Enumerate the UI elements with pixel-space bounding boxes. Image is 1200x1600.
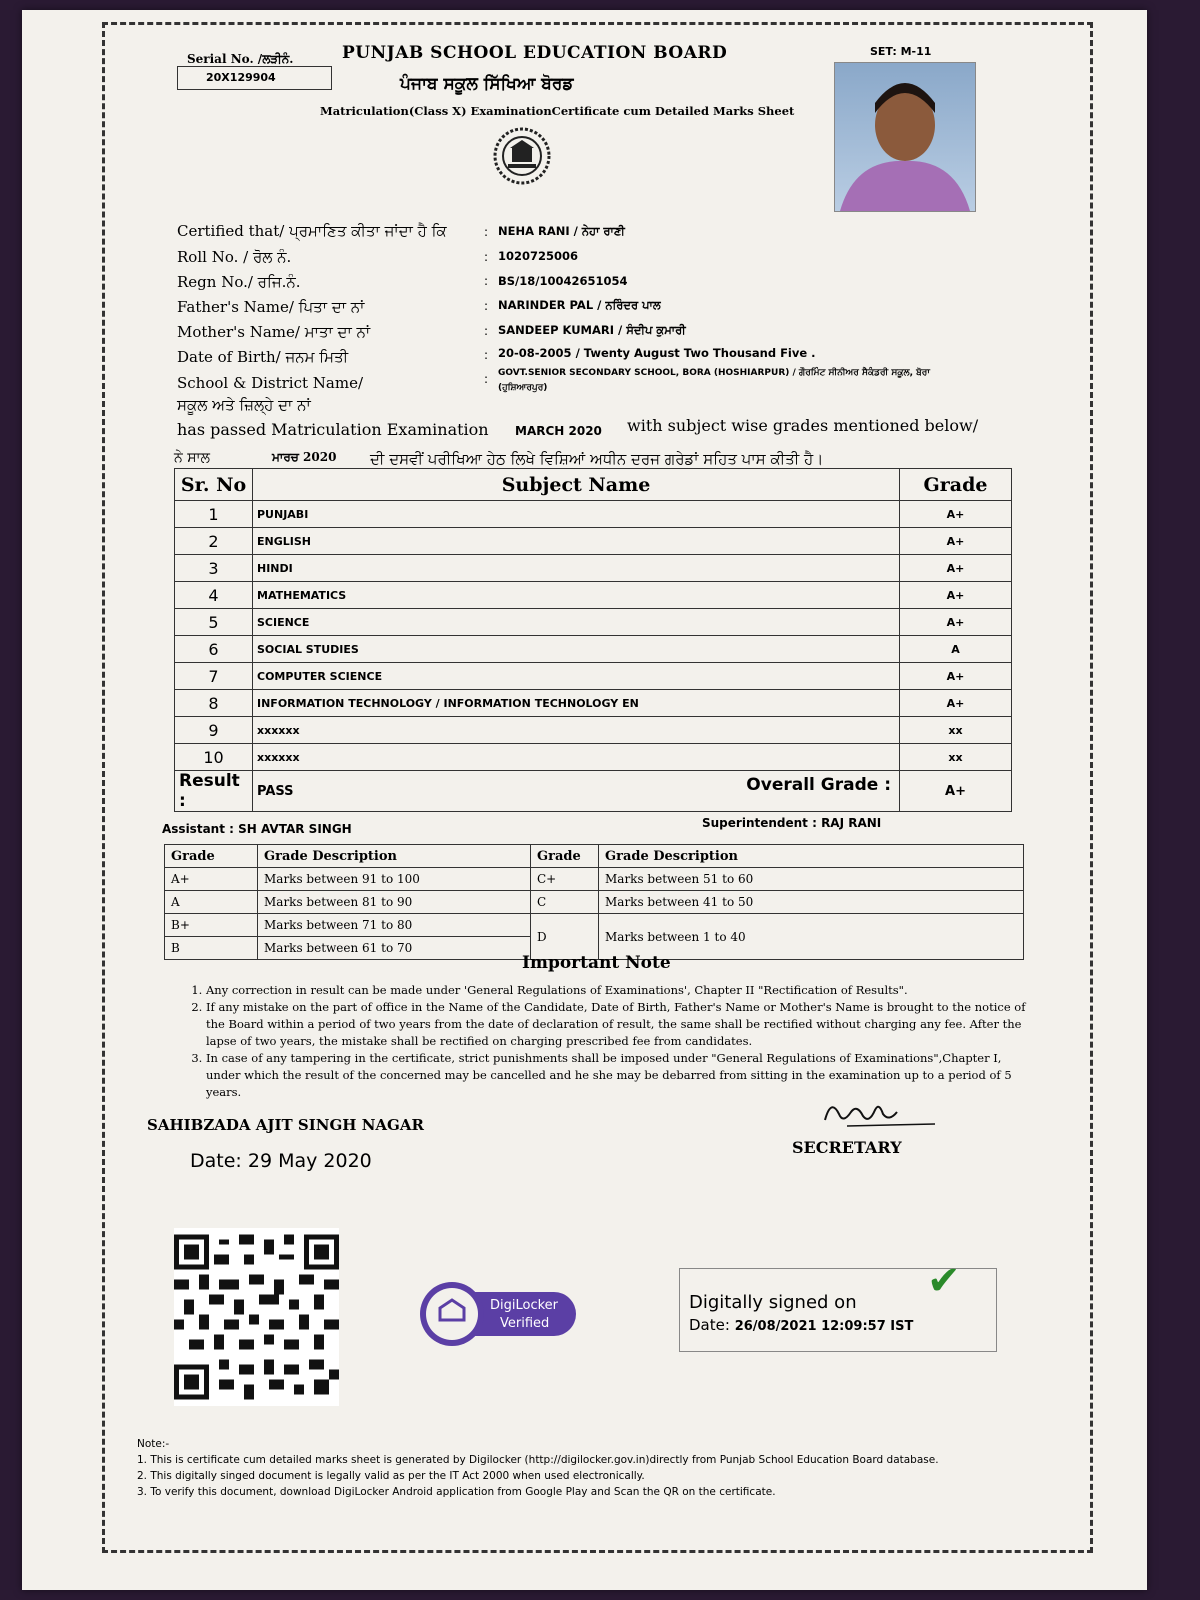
scale-grade: C+ — [531, 868, 599, 891]
certificate-sheet — [22, 10, 1147, 1590]
subject-grade: A+ — [900, 528, 1012, 555]
result-value: PASS — [257, 783, 294, 799]
scale-header-grade-2: Grade — [531, 845, 599, 868]
qr-code-icon — [174, 1228, 339, 1406]
important-notes — [182, 982, 1032, 1101]
table-row — [175, 528, 1012, 555]
important-note-title: Important Note — [522, 953, 671, 973]
sr-no: 3 — [175, 555, 253, 582]
colon: : — [484, 250, 489, 264]
overall-grade: A+ — [900, 771, 1012, 812]
board-name: PUNJAB SCHOOL EDUCATION BOARD — [342, 43, 728, 63]
subject-grade: A+ — [900, 582, 1012, 609]
candidate-name: NEHA RANI / ਨੇਹਾ ਰਾਣੀ — [498, 224, 625, 238]
sr-no: 6 — [175, 636, 253, 663]
scale-desc: Marks between 51 to 60 — [599, 868, 1024, 891]
mother-name: SANDEEP KUMARI / ਸੰਦੀਪ ਕੁਮਾਰੀ — [498, 323, 686, 337]
sr-no: 9 — [175, 717, 253, 744]
footer-notes — [137, 1436, 1057, 1500]
exam-session: MARCH 2020 — [515, 424, 602, 438]
dsign-date: 26/08/2021 12:09:57 IST — [734, 1319, 914, 1334]
digitally-signed-date-row — [689, 1316, 913, 1334]
school-name: GOVT.SENIOR SECONDARY SCHOOL, BORA (HOSHIARPUR) / ਗੌਰਮਿੰਟ ਸੀਨੀਅਰ ਸੈਕੰਡਰੀ ਸਕੂਲ, ਬੋਰਾ — [498, 368, 930, 378]
scale-desc: Marks between 1 to 40 — [599, 914, 1024, 960]
sr-no: 4 — [175, 582, 253, 609]
digilocker-verified-label: Verified — [500, 1316, 550, 1331]
secretary-title: SECRETARY — [792, 1138, 902, 1157]
table-row — [175, 609, 1012, 636]
set-code: SET: M-11 — [870, 45, 932, 58]
subject-name: ENGLISH — [253, 528, 900, 555]
subject-name: PUNJABI — [253, 501, 900, 528]
subject-grade: A — [900, 636, 1012, 663]
overall-grade-label: Overall Grade : — [746, 775, 891, 795]
subjects-table — [174, 468, 1012, 812]
colon: : — [484, 274, 489, 288]
scale-header-desc-2: Grade Description — [599, 845, 1024, 868]
subject-grade: xx — [900, 744, 1012, 771]
subject-grade: A+ — [900, 690, 1012, 717]
scale-grade: B+ — [165, 914, 258, 937]
scale-desc: Marks between 71 to 80 — [258, 914, 531, 937]
scale-desc: Marks between 41 to 50 — [599, 891, 1024, 914]
sr-no: 5 — [175, 609, 253, 636]
table-row — [175, 663, 1012, 690]
punjabi-passed-text: ਦੀ ਦਸਵੀਂ ਪਰੀਖਿਆ ਹੇਠ ਲਿਖੇ ਵਿਸ਼ਿਆਂ ਅਧੀਨ ਦਰਜ ਗਰੇਡਾਂ ਸਹਿਤ ਪਾਸ ਕੀਤੀ ਹੈ। — [370, 450, 824, 468]
colon: : — [484, 299, 489, 313]
table-row — [175, 501, 1012, 528]
table-row — [165, 868, 1024, 891]
sr-no: 10 — [175, 744, 253, 771]
note-item: 1. Any correction in result can be made under 'General Regulations of Examinations', Chapter II "Rectification of Results". — [206, 982, 1032, 999]
table-row — [175, 555, 1012, 582]
table-row — [165, 914, 1024, 937]
scale-desc: Marks between 91 to 100 — [258, 868, 531, 891]
school-label: School & District Name/ — [177, 374, 364, 392]
certificate-subtitle: Matriculation(Class X) ExaminationCertificate cum Detailed Marks Sheet — [320, 104, 795, 118]
colon: : — [484, 225, 489, 239]
scale-desc: Marks between 81 to 90 — [258, 891, 531, 914]
subject-grade: xx — [900, 717, 1012, 744]
digilocker-label: DigiLocker — [490, 1298, 559, 1313]
roll-number: 1020725006 — [498, 249, 579, 263]
grades-below-text: with subject wise grades mentioned below/ — [627, 416, 979, 435]
scale-header-grade: Grade — [165, 845, 258, 868]
scale-grade: A — [165, 891, 258, 914]
footer-note: 2. This digitally singed document is legally valid as per the IT Act 2000 when used electronically. — [137, 1470, 645, 1482]
digitally-signed-label: Digitally signed on — [689, 1292, 857, 1313]
scale-desc: Marks between 61 to 70 — [258, 937, 531, 960]
scale-grade: C — [531, 891, 599, 914]
subject-name: MATHEMATICS — [253, 582, 900, 609]
table-row — [175, 744, 1012, 771]
sr-no: 7 — [175, 663, 253, 690]
subject-grade: A+ — [900, 501, 1012, 528]
note-item: 3. In case of any tampering in the certificate, strict punishments shall be imposed under "General Regulations of Examinations",Chapter I, under which the result of the concerned may be cancelled and he she may be debarred from sitting in the examination up to a period of 5 years. — [206, 1050, 1032, 1101]
sr-no: 1 — [175, 501, 253, 528]
dob-label: Date of Birth/ ਜਨਮ ਮਿਤੀ — [177, 348, 349, 366]
date-of-birth: 20-08-2005 / Twenty August Two Thousand Five . — [498, 346, 816, 360]
grade-scale-header — [165, 845, 1024, 868]
grade-scale-table — [164, 844, 1024, 960]
subject-grade: A+ — [900, 555, 1012, 582]
passed-text: has passed Matriculation Examination — [177, 420, 489, 439]
table-row — [165, 891, 1024, 914]
table-row — [175, 636, 1012, 663]
footer-note: 1. This is certificate cum detailed marks sheet is generated by Digilocker (http://digilocker.gov.in)directly from Punjab School Education Board database. — [137, 1454, 939, 1466]
scale-grade: D — [531, 914, 599, 960]
table-row — [175, 717, 1012, 744]
table-header-row — [175, 469, 1012, 501]
board-emblem-icon — [488, 126, 556, 186]
colon: : — [484, 324, 489, 338]
footer-notes-title: Note:- — [137, 1438, 170, 1450]
superintendent-name: Superintendent : RAJ RANI — [702, 816, 882, 830]
sr-no: 2 — [175, 528, 253, 555]
colon: : — [484, 372, 489, 386]
result-cell — [253, 771, 900, 812]
subject-name: COMPUTER SCIENCE — [253, 663, 900, 690]
scale-grade: B — [165, 937, 258, 960]
subject-grade: A+ — [900, 609, 1012, 636]
subject-name: HINDI — [253, 555, 900, 582]
issue-date: Date: 29 May 2020 — [190, 1150, 372, 1172]
mother-label: Mother's Name/ ਮਾਤਾ ਦਾ ਨਾਂ — [177, 323, 371, 341]
school-label-punjabi: ਸਕੂਲ ਅਤੇ ਜ਼ਿਲ੍ਹੇ ਦਾ ਨਾਂ — [177, 396, 311, 414]
serial-label: Serial No. /ਲੜੀਨੰ. — [187, 52, 294, 66]
secretary-signature — [817, 1090, 937, 1134]
candidate-photo — [834, 62, 976, 212]
school-district: (ਹੁਸ਼ਿਆਰਪੁਰ) — [498, 383, 548, 393]
father-name: NARINDER PAL / ਨਰਿੰਦਰ ਪਾਲ — [498, 298, 661, 312]
roll-label: Roll No. / ਰੋਲ ਨੰ. — [177, 248, 292, 266]
punjabi-exam-session: ਮਾਰਚ 2020 — [272, 450, 337, 464]
header-grade: Grade — [900, 469, 1012, 501]
scale-grade: A+ — [165, 868, 258, 891]
table-row — [175, 582, 1012, 609]
header-sr-no: Sr. No — [175, 469, 253, 501]
note-item: 2. If any mistake on the part of office in the Name of the Candidate, Date of Birth, Father's Name or Mother's Name is brought to the notice of the Board within a period of two years from the date of declaration of result, the same shall be rectified without charging any fee. After the lapse of two years, the mistake shall be rectified on charging prescribed fee from candidates. — [206, 999, 1032, 1050]
subject-name: INFORMATION TECHNOLOGY / INFORMATION TECHNOLOGY EN — [253, 690, 900, 717]
result-label: Result : — [175, 771, 253, 812]
dsign-date-label: Date: — [689, 1316, 730, 1334]
issue-place: SAHIBZADA AJIT SINGH NAGAR — [147, 1116, 424, 1134]
regn-number: BS/18/10042651054 — [498, 274, 628, 288]
subject-name: SOCIAL STUDIES — [253, 636, 900, 663]
table-row — [175, 690, 1012, 717]
subject-grade: A+ — [900, 663, 1012, 690]
subject-name: SCIENCE — [253, 609, 900, 636]
assistant-name: Assistant : SH AVTAR SINGH — [162, 822, 352, 836]
subject-name: xxxxxx — [253, 717, 900, 744]
header-subject-name: Subject Name — [253, 469, 900, 501]
checkmark-icon: ✔ — [927, 1258, 961, 1304]
serial-number: 20X129904 — [177, 66, 332, 90]
digilocker-verified-badge — [418, 1278, 578, 1348]
sr-no: 8 — [175, 690, 253, 717]
footer-note: 3. To verify this document, download DigiLocker Android application from Google Play and Scan the QR on the certificate. — [137, 1486, 776, 1498]
father-label: Father's Name/ ਪਿਤਾ ਦਾ ਨਾਂ — [177, 298, 365, 316]
scale-header-desc: Grade Description — [258, 845, 531, 868]
board-name-punjabi: ਪੰਜਾਬ ਸਕੂਲ ਸਿੱਖਿਆ ਬੋਰਡ — [400, 74, 574, 94]
punjabi-prefix: ਨੇ ਸਾਲ — [174, 450, 210, 466]
subject-name: xxxxxx — [253, 744, 900, 771]
regn-label: Regn No./ ਰਜਿ.ਨੰ. — [177, 273, 301, 291]
result-row — [175, 771, 1012, 812]
certified-label: Certified that/ ਪ੍ਰਮਾਣਿਤ ਕੀਤਾ ਜਾਂਦਾ ਹੈ ਕਿ — [177, 222, 447, 240]
colon: : — [484, 348, 489, 362]
